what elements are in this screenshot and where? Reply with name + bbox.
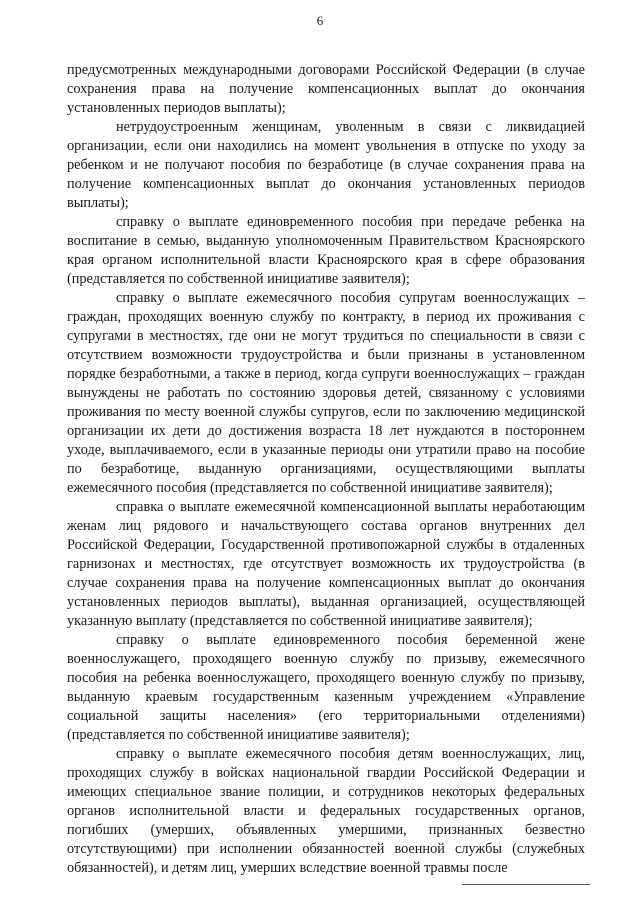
paragraph-children-deceased: справку о выплате ежемесячного пособия детям военнослужащих, лиц, проходящих службу в войсках национальной гвардии Российской Федерации и имеющих специальное звание полиции, и сотрудников некоторых федеральных органов исполнительной власти и федеральных государственных органов, погибших (умерших, объявленных умершими, признанных безвестно отсутствующими) при исполнении обязанностей военной службы (служебных обязанностей), и детям лиц, умерших вследствие военной травмы после — [67, 746, 585, 876]
footer-rule — [462, 884, 590, 885]
paragraph-unemployed-women: нетрудоустроенным женщинам, уволенным в связи с ликвидацией организации, если они находились на момент увольнения в отпуске по уходу за ребенком и не получают пособия по безработице (в случае сохранения права на получение компенсационных выплат до окончания установленных периодов выплаты); — [67, 119, 585, 211]
document-body — [67, 61, 585, 878]
paragraph-conscript-wife: справку о выплате единовременного пособия беременной жене военнослужащего, проходящего военную службу по призыву, ежемесячного пособия на ребенка военнослужащего, проходящего военную службу по призыву, выданную краевым государственным казенным учреждением «Управление социальной защиты населения» (его территориальными отделениями) (представляется по собственной инициативе заявителя); — [67, 632, 585, 743]
page-number: 6 — [316, 13, 324, 28]
paragraph-police-wives: справка о выплате ежемесячной компенсационной выплаты неработающим женам лиц рядового и начальствующего состава органов внутренних дел Российской Федерации, Государственной противопожарной службы в отдаленных гарнизонах и местностях, где отсутствует возможность их трудоустройства (в случае сохранения права на получение компенсационных выплат до окончания установленных периодов выплаты), выданная организацией, осуществляющей указанную выплату (представляется по собственной инициативе заявителя); — [67, 499, 585, 629]
paragraph-continuation: предусмотренных международными договорами Российской Федерации (в случае сохранения права на получение компенсационных выплат до окончания установленных периодов выплаты); — [67, 62, 585, 116]
paragraph-spouses-military: справку о выплате ежемесячного пособия супругам военнослужащих – граждан, проходящих военную службу по контракту, в период их проживания с супругами в местностях, где они не могут трудиться по специальности в связи с отсутствием возможности трудоустройства и были признаны в установленном порядке безработными, а также в период, когда супруги военнослужащих – граждан вынуждены не работать по состоянию здоровья детей, связанному с условиями проживания по месту военной службы супругов, если по заключению медицинской организации их дети до достижения возраста 18 лет нуждаются в постороннем уходе, выплачиваемого, если в указанные периоды они утратили право на пособие по безработице, выданную организациями, осуществляющими выплаты ежемесячного пособия (представляется по собственной инициативе заявителя); — [67, 290, 585, 496]
paragraph-lump-sum-adoption: справку о выплате единовременного пособия при передаче ребенка на воспитание в семью, выданную уполномоченным Правительством Красноярского края органом исполнительной власти Красноярского края в сфере образования (представляется по собственной инициативе заявителя); — [67, 214, 585, 287]
